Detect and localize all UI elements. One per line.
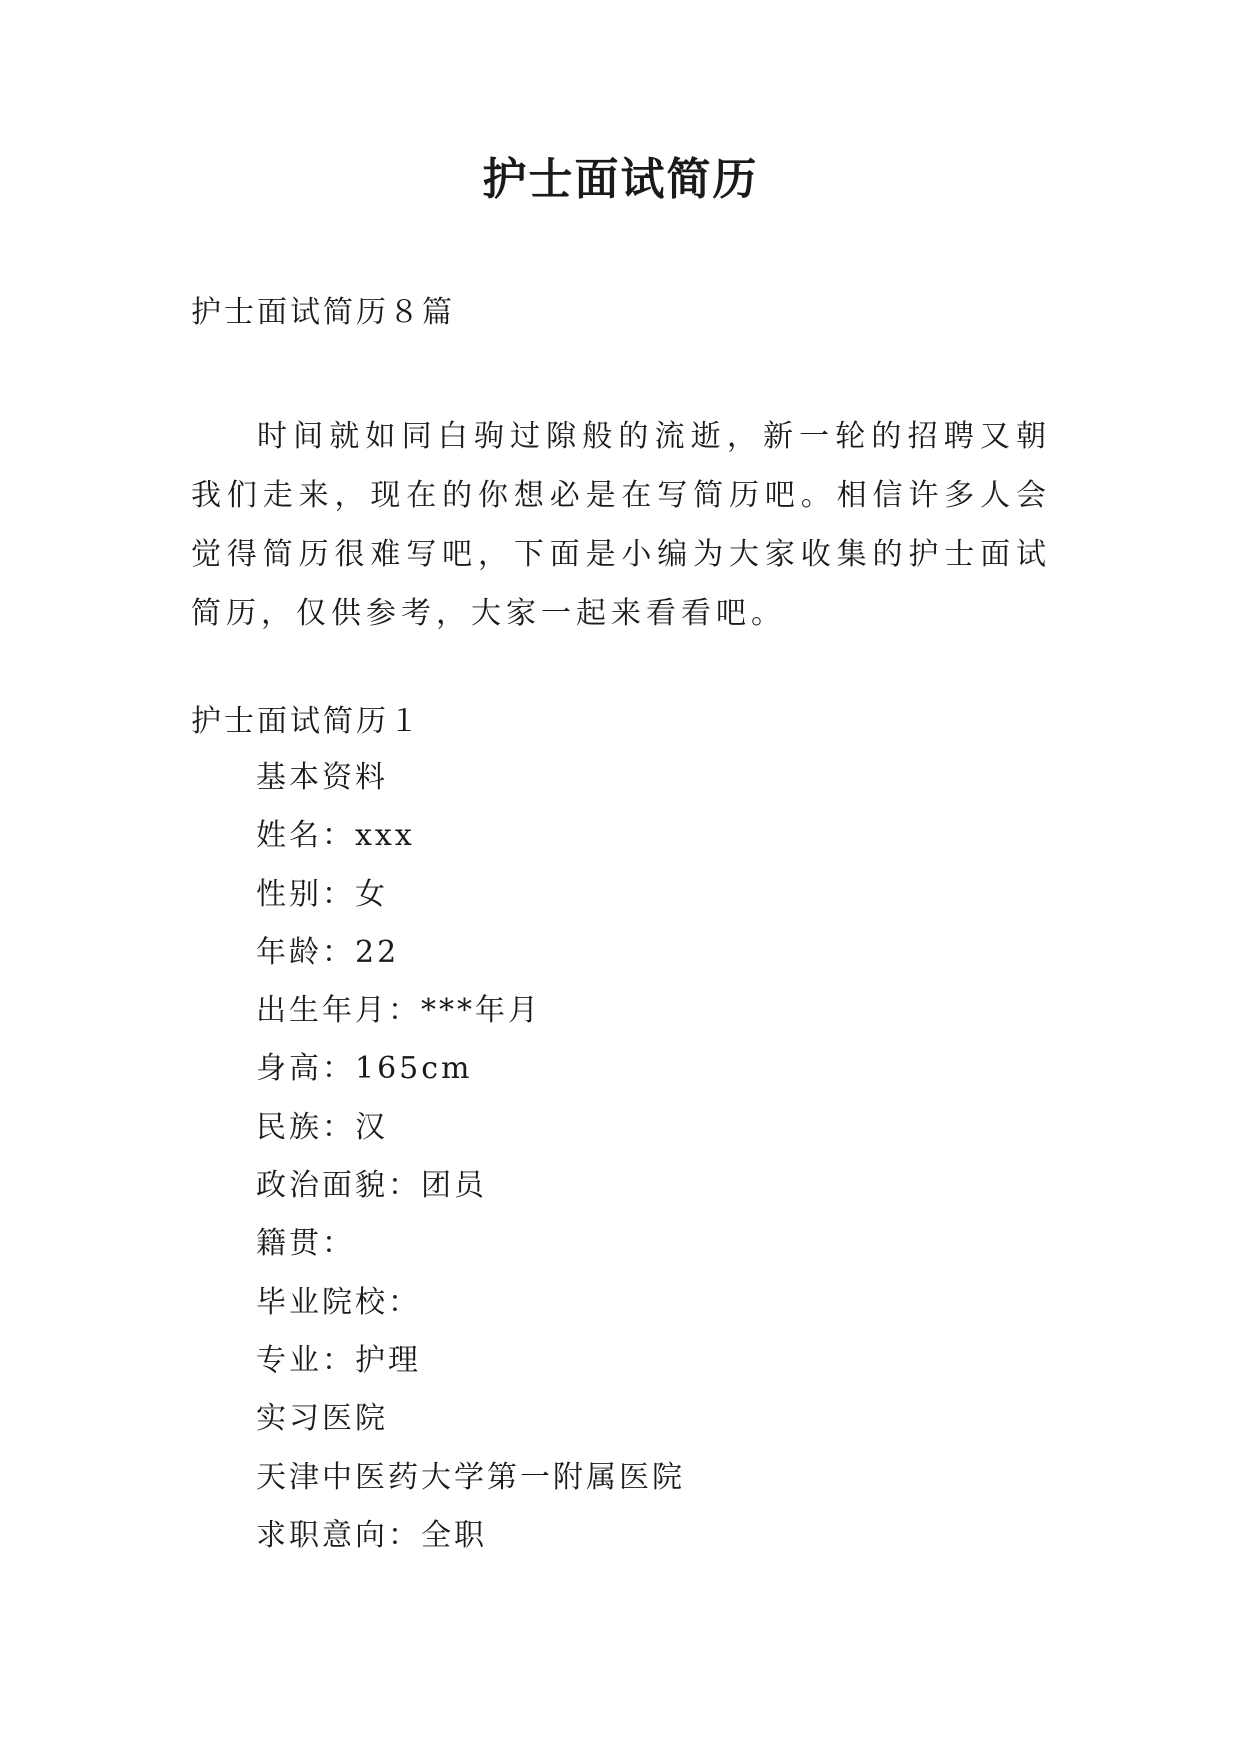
info-line-internship-hospital: 天津中医药大学第一附属医院	[256, 1459, 685, 1495]
info-line-basic-info: 基本资料	[256, 760, 388, 795]
info-line-school: 毕业院校：	[256, 1284, 421, 1320]
info-line-name: 姓名：xxx	[256, 818, 415, 854]
basic-info-list	[256, 758, 685, 1574]
info-line-gender: 性别：女	[256, 876, 388, 912]
document-title: 护士面试简历	[482, 154, 759, 205]
info-line-job-intention: 求职意向：全职	[256, 1517, 487, 1553]
info-line-political-status: 政治面貌：团员	[256, 1168, 487, 1204]
info-line-major: 专业：护理	[256, 1342, 421, 1378]
info-line-height: 身高：165cm	[256, 1051, 473, 1087]
info-line-internship-hospital-label: 实习医院	[256, 1401, 388, 1437]
intro-section	[191, 407, 1051, 643]
info-line-native-place: 籍贯：	[256, 1226, 355, 1262]
intro-paragraph: 时间就如同白驹过隙般的流逝，新一轮的招聘又朝我们走来，现在的你想必是在写简历吧。相信许多人会觉得简历很难写吧，下面是小编为大家收集的护士面试简历，仅供参考，大家一起来看看吧。	[191, 419, 1051, 631]
info-line-birth-date: 出生年月：***年月	[256, 993, 541, 1029]
info-line-age: 年龄：22	[256, 934, 400, 970]
info-line-ethnicity: 民族：汉	[256, 1109, 388, 1145]
document-subtitle: 护士面试简历８篇	[191, 295, 455, 330]
section-heading: 护士面试简历１	[191, 704, 422, 739]
